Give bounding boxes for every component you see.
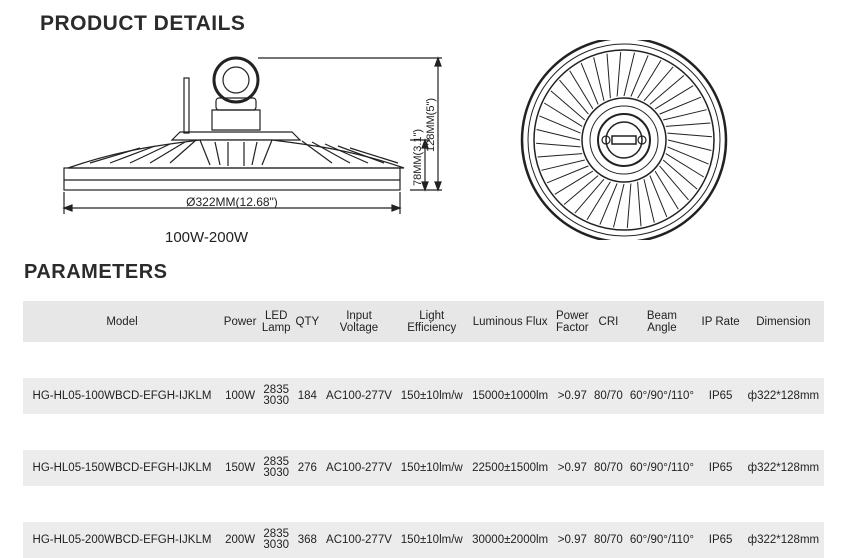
fin-line	[624, 53, 635, 96]
fin-line	[631, 55, 648, 96]
cell-led-lamp: 2835 3030	[263, 384, 289, 407]
fin-line	[551, 91, 585, 120]
fin-line	[560, 80, 589, 114]
fin-line	[650, 76, 684, 105]
cell-voltage: AC100-277V	[326, 390, 392, 402]
parameters-heading: PARAMETERS	[24, 261, 168, 283]
fin-line	[539, 116, 580, 133]
table-row	[23, 522, 824, 558]
cell-power-factor: >0.97	[557, 462, 587, 474]
cell-dimension: ф322*128mm	[747, 390, 820, 402]
cell-dimension: ф322*128mm	[747, 534, 820, 546]
cell-ip-rate: IP65	[708, 462, 733, 474]
fin-line	[644, 179, 654, 222]
header-cri: CRI	[598, 315, 619, 328]
fin-line	[644, 67, 673, 101]
fin-line	[587, 182, 610, 220]
cell-power: 150W	[225, 462, 256, 474]
fin-line	[536, 143, 580, 147]
cell-qty: 368	[297, 534, 317, 546]
header-model: Model	[106, 315, 138, 328]
table-row	[23, 378, 824, 414]
header-led-lamp: LED Lamp	[261, 309, 291, 334]
cell-beam-angle: 60°/90°/110°	[629, 390, 694, 402]
header-qty: QTY	[295, 315, 320, 328]
cell-voltage: AC100-277V	[326, 462, 392, 474]
cell-model: HG-HL05-100WBCD-EFGH-IJKLM	[32, 390, 212, 402]
cell-led-lamp: 2835 3030	[263, 528, 289, 551]
fin-line	[650, 176, 667, 217]
side-view	[64, 58, 442, 214]
body-height-label: 78MM(3.1")	[412, 128, 424, 186]
fin-line	[617, 52, 621, 96]
fin-line	[655, 171, 678, 209]
cell-qty: 276	[297, 462, 317, 474]
top-view	[522, 40, 726, 240]
fin-line	[660, 166, 689, 200]
fin-line	[538, 154, 583, 157]
product-details-heading: PRODUCT DETAILS	[40, 12, 246, 35]
cell-efficiency: 150±10lm/w	[400, 390, 463, 402]
cell-efficiency: 150±10lm/w	[400, 462, 463, 474]
fin-line	[541, 160, 584, 170]
fin-line	[663, 160, 697, 189]
cell-power-factor: >0.97	[557, 390, 587, 402]
fin-line	[575, 179, 604, 213]
header-power: Power	[223, 315, 257, 328]
fin-line	[564, 176, 598, 205]
fin-line	[668, 147, 709, 164]
cell-flux: 15000±1000lm	[472, 390, 549, 402]
fin-line	[627, 184, 631, 228]
cell-voltage: AC100-277V	[326, 534, 392, 546]
header-beam-angle: Beam Angle	[646, 309, 677, 334]
cell-flux: 22500±1500lm	[472, 462, 549, 474]
parameters-table	[23, 301, 824, 558]
cell-dimension: ф322*128mm	[747, 462, 820, 474]
cell-power: 200W	[225, 534, 256, 546]
cell-model: HG-HL05-200WBCD-EFGH-IJKLM	[32, 534, 212, 546]
header-dimension: Dimension	[756, 315, 811, 328]
fin-line	[594, 57, 604, 100]
fin-line	[600, 184, 617, 225]
cell-power-factor: >0.97	[557, 534, 587, 546]
fin-line	[666, 154, 704, 177]
fin-line	[581, 63, 598, 104]
fin-line	[614, 184, 625, 227]
cell-beam-angle: 60°/90°/110°	[629, 462, 694, 474]
fin-line	[655, 86, 693, 109]
table-row	[23, 450, 824, 486]
height-label: 128MM(5")	[425, 97, 437, 152]
fin-line	[660, 97, 701, 114]
cell-beam-angle: 60°/90°/110°	[629, 534, 694, 546]
header-luminous-flux: Luminous Flux	[472, 315, 548, 328]
fin-line	[537, 130, 580, 141]
cell-model: HG-HL05-150WBCD-EFGH-IJKLM	[32, 462, 212, 474]
product-drawing	[0, 40, 844, 240]
cell-flux: 30000±2000lm	[472, 534, 549, 546]
fin-line	[666, 123, 711, 126]
header-ip-rate: IP Rate	[701, 315, 740, 328]
fin-line	[638, 60, 661, 98]
fin-line	[547, 166, 588, 183]
fin-line	[663, 110, 706, 120]
cell-led-lamp: 2835 3030	[263, 456, 289, 479]
table-header-row	[23, 301, 824, 342]
fin-line	[638, 182, 641, 227]
fin-line	[555, 171, 593, 194]
fin-line	[668, 140, 711, 151]
cell-cri: 80/70	[594, 534, 623, 546]
cell-ip-rate: IP65	[708, 534, 733, 546]
cell-ip-rate: IP65	[708, 390, 733, 402]
fin-line	[570, 71, 593, 109]
header-light-efficiency: Light Efficiency	[407, 309, 457, 334]
fin-line	[544, 103, 582, 126]
header-power-factor: Power Factor	[556, 309, 589, 334]
fin-line	[607, 54, 610, 98]
header-input-voltage: Input Voltage	[339, 309, 379, 334]
cell-cri: 80/70	[594, 462, 623, 474]
cell-power: 100W	[225, 390, 256, 402]
fin-line	[668, 133, 712, 137]
power-range-caption: 100W-200W	[165, 229, 249, 246]
cell-qty: 184	[297, 390, 317, 402]
cell-cri: 80/70	[594, 390, 623, 402]
cell-efficiency: 150±10lm/w	[400, 534, 463, 546]
diameter-label: Ø322MM(12.68")	[186, 195, 278, 209]
